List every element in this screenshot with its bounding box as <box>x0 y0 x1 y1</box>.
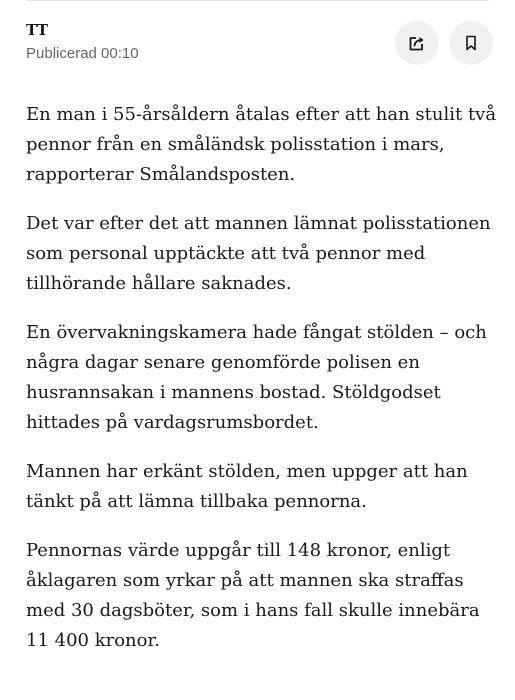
article-paragraph: En övervakningskamera hade fångat stölden – och några dagar senare genomförde polisen en husrannsakan i mannens bostad. Stöldgodset hittades på vardagsrumsbordet. <box>26 322 487 433</box>
article-actions <box>395 21 493 65</box>
bookmark-icon <box>461 33 481 53</box>
publish-time: Publicerad 00:10 <box>26 45 139 62</box>
article-body <box>26 100 506 675</box>
share-icon <box>407 33 427 53</box>
article-paragraph: Pennornas värde uppgår till 148 kronor, enligt åklagaren som yrkar på att mannen ska straffas med 30 dagsböter, som i hans fall skulle innebära 11 400 kronor. <box>26 540 480 651</box>
byline <box>26 20 139 64</box>
author-name: TT <box>26 21 49 39</box>
bookmark-button[interactable] <box>449 21 493 65</box>
top-divider <box>26 0 489 1</box>
article-paragraph: Det var efter det att mannen lämnat polisstationen som personal upptäckte att två pennor med tillhörande hållare saknades. <box>26 213 491 294</box>
share-button[interactable] <box>395 21 439 65</box>
article-paragraph: En man i 55-årsåldern åtalas efter att han stulit två pennor från en småländsk polisstation i mars, rapporterar Smålandsposten. <box>26 104 497 185</box>
article-paragraph: Mannen har erkänt stölden, men uppger att han tänkt på att lämna tillbaka pennorna. <box>26 461 468 512</box>
